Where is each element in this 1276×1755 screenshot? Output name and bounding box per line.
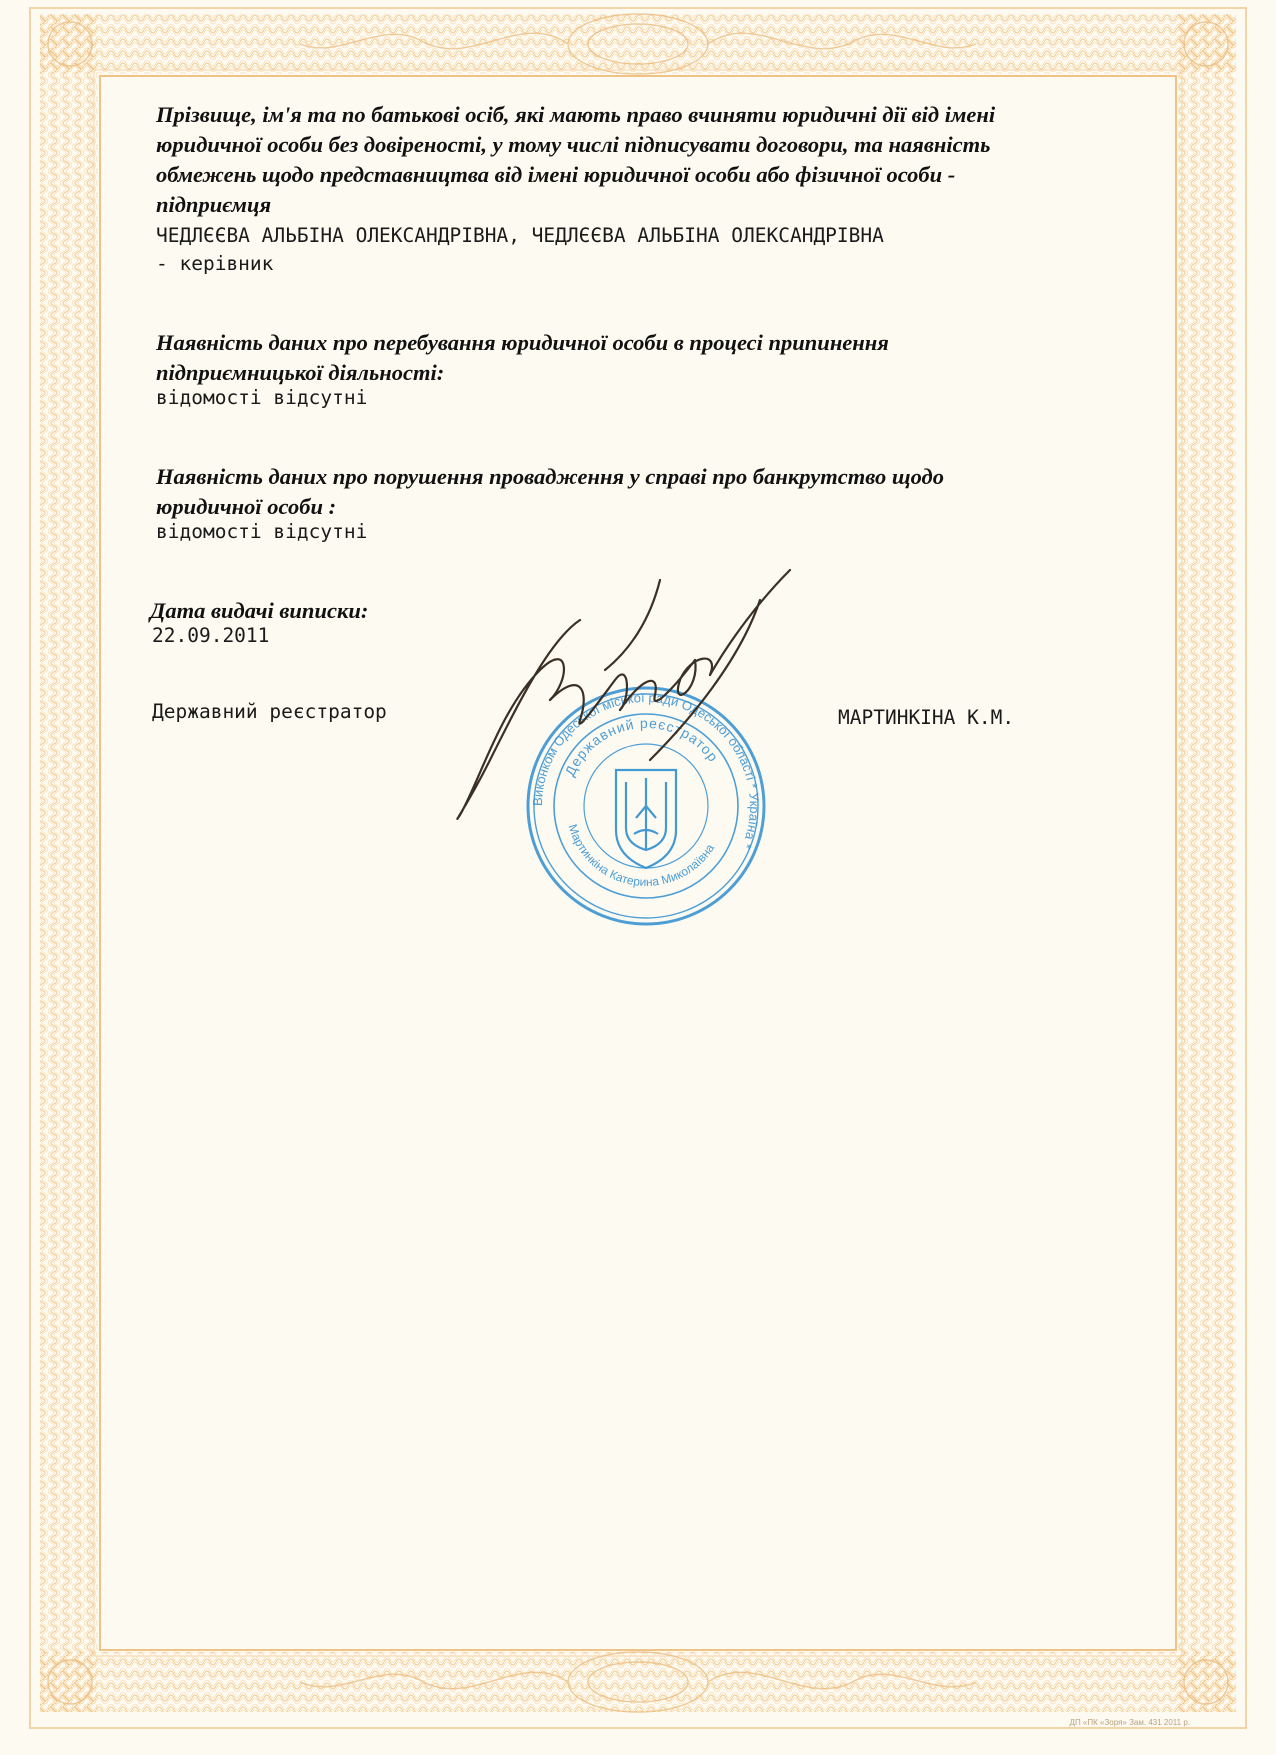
bankruptcy-heading-line-2: юридичної особи : [156,494,337,519]
registrar-role: Державний реєстратор [152,700,387,723]
bankruptcy-heading-line-1: Наявність даних про порушення провадження у справі про банкрутство щодо [156,464,944,489]
representatives-heading-line-4: підприємця [156,192,272,217]
termination-value: відомості відсутні [156,386,368,409]
termination-heading-line-2: підприємницької діяльності: [156,360,445,385]
stamp-outer-text: Виконком Одеської міської ради Одеської області * Україна * [529,689,763,851]
stamp-inner-text: Державний реєстратор [561,714,722,779]
issue-date-heading: Дата видачі виписки: [150,598,369,623]
representatives-value-line-2: - керівник [156,252,274,275]
representatives-value-line-1: ЧЕДЛЄЄВА АЛЬБІНА ОЛЕКСАНДРІВНА, ЧЕДЛЄЄВА АЛЬБІНА ОЛЕКСАНДРІВНА [156,224,884,247]
handwritten-signature [430,560,810,840]
issue-date-value: 22.09.2011 [152,624,270,647]
stamp-bottom-text: Мартинкіна Катерина Миколаївна [565,822,718,890]
representatives-heading-line-3: обмежень щодо представництва від імені юридичної особи або фізичної особи - [156,162,956,187]
footer-print-info: ДП «ПК «Зоря» Зам. 431 2011 р. [1069,1718,1190,1727]
representatives-heading-line-1: Прізвище, ім'я та по батькові осіб, які мають право вчиняти юридичні дії від імені [156,102,996,127]
representatives-heading-line-2: юридичної особи без довіреності, у тому числі підписувати договори, та наявність [156,132,991,157]
registrar-name: МАРТИНКІНА К.М. [838,706,1015,729]
termination-heading-line-1: Наявність даних про перебування юридичної особи в процесі припинення [156,330,889,355]
bankruptcy-value: відомості відсутні [156,520,368,543]
